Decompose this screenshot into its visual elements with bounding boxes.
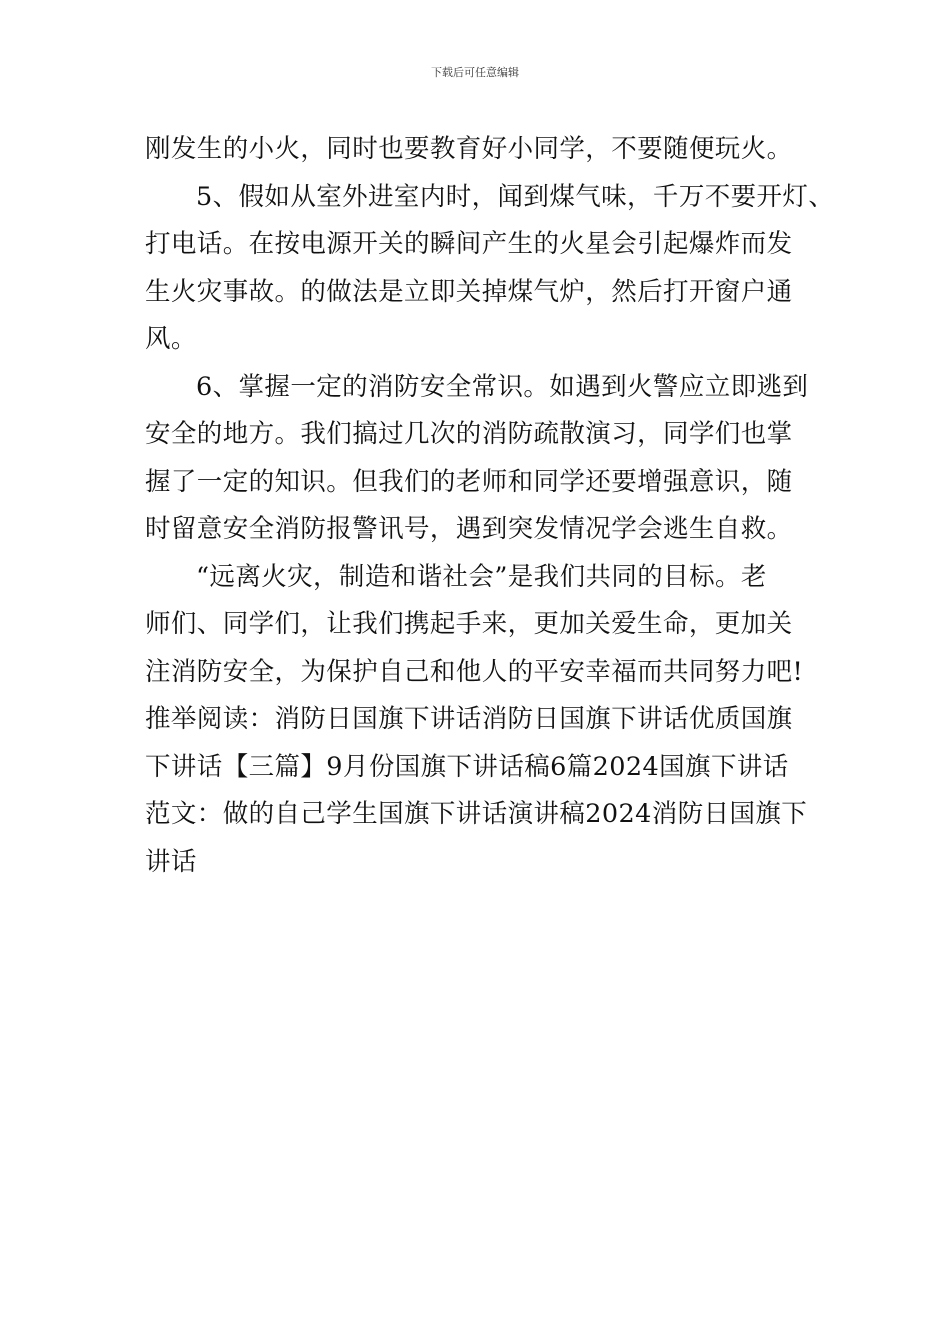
document-body xyxy=(145,126,835,886)
text-line: 注消防安全，为保护自己和他人的平安幸福而共同努力吧! xyxy=(145,656,804,687)
text-line: 安全的地方。我们搞过几次的消防疏散演习，同学们也掌 xyxy=(145,419,793,449)
text-line: 推举阅读：消防日国旗下讲话消防日国旗下讲话优质国旗 xyxy=(145,704,793,734)
text-line: 讲话 xyxy=(145,846,197,877)
text-line: 刚发生的小火，同时也要教育好小同学，不要随便玩火。 xyxy=(145,134,793,164)
text-line: 打电话。在按电源开关的瞬间产生的火星会引起爆炸而发 xyxy=(145,229,793,259)
text-line: “远离火灾，制造和谐社会”是我们共同的目标。老 xyxy=(196,561,767,592)
text-line: 生火灾事故。的做法是立即关掉煤气炉，然后打开窗户通 xyxy=(145,276,793,307)
text-line: 时留意安全消防报警讯号，遇到突发情况学会逃生自救。 xyxy=(145,514,793,544)
page-header: 下载后可任意编辑 xyxy=(431,66,519,79)
text-line: 握了一定的知识。但我们的老师和同学还要增强意识，随 xyxy=(145,466,793,497)
text-line: 下讲话【三篇】9月份国旗下讲话稿6篇2024国旗下讲话 xyxy=(145,751,789,782)
text-line: 师们、同学们，让我们携起手来，更加关爱生命，更加关 xyxy=(145,609,793,639)
text-line: 6、掌握一定的消防安全常识。如遇到火警应立即逃到 xyxy=(196,371,809,402)
text-line: 5、假如从室外进室内时，闻到煤气味，千万不要开灯、 xyxy=(196,181,835,212)
text-line: 范文：做的自己学生国旗下讲话演讲稿2024消防日国旗下 xyxy=(145,799,808,829)
text-line: 风。 xyxy=(145,324,197,354)
